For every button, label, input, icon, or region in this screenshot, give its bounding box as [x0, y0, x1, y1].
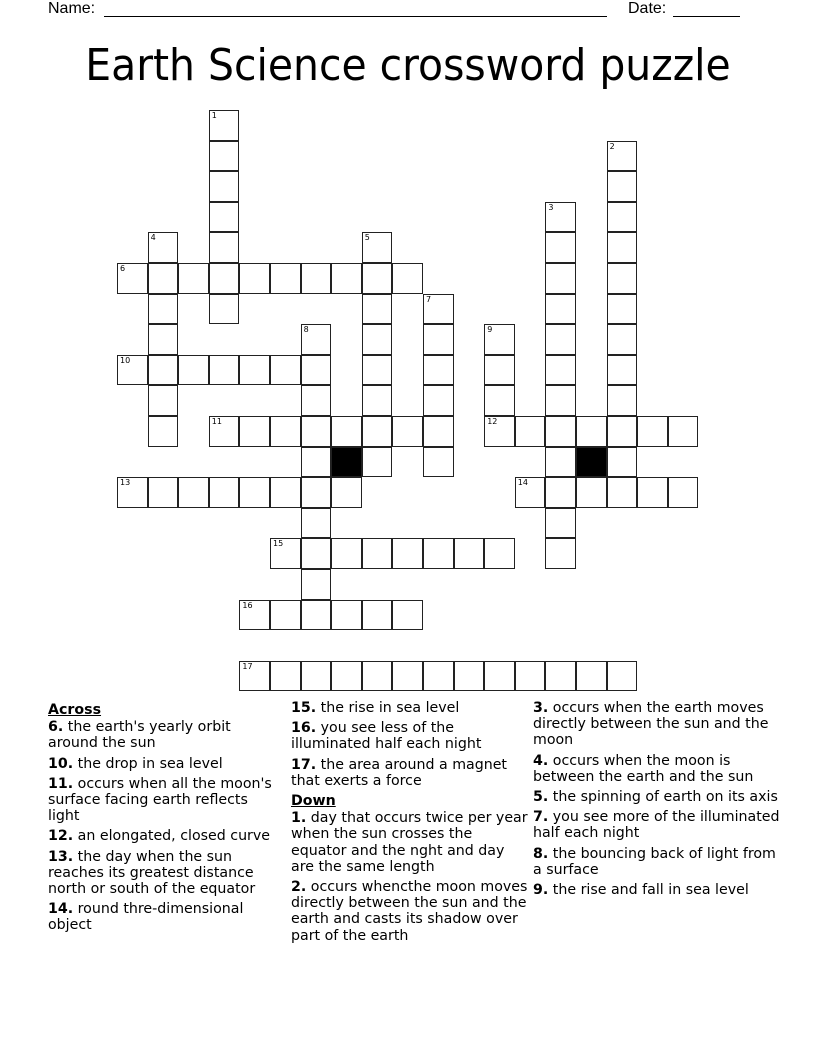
clue-across-17	[291, 757, 531, 789]
grid-cell[interactable]	[545, 661, 576, 692]
grid-cell[interactable]	[331, 661, 362, 692]
cell-number: 11	[211, 417, 222, 426]
grid-cell[interactable]	[239, 263, 270, 294]
grid-cell[interactable]	[607, 141, 638, 172]
grid-cell[interactable]	[545, 232, 576, 263]
clue-number: 2.	[291, 879, 307, 896]
grid-cell[interactable]	[148, 355, 179, 386]
clue-text: occurs whencthe moon moves directly between the sun and the earth and casts its shadow over part of the earth	[291, 879, 528, 944]
clue-down-2	[291, 879, 531, 944]
grid-cell[interactable]	[301, 661, 332, 692]
clue-across-6	[48, 719, 283, 751]
grid-cell[interactable]	[270, 661, 301, 692]
grid-cell[interactable]	[484, 355, 515, 386]
cell-number: 6	[120, 264, 126, 273]
grid-cell[interactable]	[607, 324, 638, 355]
grid-cell[interactable]	[209, 416, 240, 447]
cell-number: 8	[303, 325, 309, 335]
clue-down-8	[533, 846, 783, 878]
grid-cell[interactable]	[423, 416, 454, 447]
grid-cell[interactable]	[668, 477, 699, 508]
grid-cell[interactable]	[331, 477, 362, 508]
clue-text: day that occurs twice per year when the sun crosses the equator and the nght and day are the same length	[291, 810, 528, 875]
grid-cell[interactable]	[178, 477, 209, 508]
clues-column-2	[291, 700, 531, 948]
grid-cell[interactable]	[209, 110, 240, 141]
clue-number: 13.	[48, 848, 74, 865]
grid-cell[interactable]	[209, 355, 240, 386]
grid-cell[interactable]	[301, 600, 332, 631]
crossword-grid	[117, 110, 699, 692]
grid-cell[interactable]	[178, 355, 209, 386]
cell-number: 12	[487, 417, 498, 426]
grid-cell[interactable]	[148, 263, 179, 294]
grid-cell[interactable]	[362, 447, 393, 478]
grid-cell[interactable]	[607, 355, 638, 386]
grid-cell[interactable]	[484, 416, 515, 447]
grid-cell[interactable]	[301, 477, 332, 508]
clue-number: 1.	[291, 810, 307, 827]
grid-cell[interactable]	[270, 355, 301, 386]
grid-cell[interactable]	[576, 661, 607, 692]
grid-cell[interactable]	[423, 355, 454, 386]
grid-cell[interactable]	[209, 263, 240, 294]
grid-cell[interactable]	[362, 385, 393, 416]
clue-number: 14.	[48, 901, 74, 918]
clue-number: 6.	[48, 719, 64, 736]
clue-text: the bouncing back of light from a surface	[533, 845, 776, 878]
black-cell	[331, 447, 362, 478]
grid-cell[interactable]	[148, 324, 179, 355]
clue-number: 11.	[48, 775, 74, 792]
cell-number: 15	[273, 539, 284, 549]
grid-cell[interactable]	[148, 385, 179, 416]
clue-number: 4.	[533, 752, 549, 769]
clue-text: the earth's yearly orbit around the sun	[48, 719, 231, 752]
clue-number: 15.	[291, 700, 317, 716]
grid-cell[interactable]	[209, 202, 240, 233]
clue-text: occurs when the moon is between the earth and the sun	[533, 752, 754, 785]
grid-cell[interactable]	[239, 600, 270, 631]
clue-across-15	[291, 700, 531, 716]
grid-cell[interactable]	[362, 600, 393, 631]
clue-number: 3.	[533, 700, 549, 716]
down-heading: Down	[291, 793, 336, 810]
cell-number: 4	[150, 233, 156, 243]
grid-cell[interactable]	[607, 294, 638, 325]
grid-cell[interactable]	[668, 416, 699, 447]
grid-cell[interactable]	[362, 355, 393, 386]
grid-cell[interactable]	[331, 416, 362, 447]
clue-text: occurs when all the moon's surface facing earth reflects light	[48, 775, 272, 825]
grid-cell[interactable]	[362, 324, 393, 355]
clue-text: the area around a magnet that exerts a force	[291, 756, 507, 789]
clue-down-7	[533, 809, 783, 841]
cell-number: 17	[242, 661, 253, 671]
grid-cell[interactable]	[607, 171, 638, 202]
grid-cell[interactable]	[423, 294, 454, 325]
grid-cell[interactable]	[545, 447, 576, 478]
grid-cell[interactable]	[239, 355, 270, 386]
grid-cell[interactable]	[545, 385, 576, 416]
grid-cell[interactable]	[454, 538, 485, 569]
grid-cell[interactable]	[484, 661, 515, 692]
page-title: Earth Science crossword puzzle	[85, 40, 731, 91]
grid-cell[interactable]	[301, 416, 332, 447]
grid-cell[interactable]	[331, 600, 362, 631]
header	[48, 0, 748, 20]
clue-across-11	[48, 776, 283, 825]
clue-number: 17.	[291, 756, 317, 773]
grid-cell[interactable]	[454, 661, 485, 692]
grid-cell[interactable]	[607, 263, 638, 294]
cell-number: 16	[242, 600, 253, 610]
grid-cell[interactable]	[209, 294, 240, 325]
clue-text: an elongated, closed curve	[73, 828, 271, 845]
cell-number: 10	[120, 355, 131, 365]
cell-number: 13	[120, 478, 131, 488]
across-heading: Across	[48, 702, 102, 718]
grid-cell[interactable]	[239, 416, 270, 447]
clue-number: 9.	[533, 882, 549, 899]
cell-number: 9	[487, 325, 493, 335]
grid-cell[interactable]	[178, 263, 209, 294]
cell-number: 1	[211, 111, 217, 120]
date-label: Date:	[628, 0, 667, 17]
name-field-line[interactable]	[104, 16, 607, 17]
grid-cell[interactable]	[209, 141, 240, 172]
grid-cell[interactable]	[239, 477, 270, 508]
clue-text: the spinning of earth on its axis	[548, 789, 778, 806]
grid-cell[interactable]	[148, 477, 179, 508]
grid-cell[interactable]	[545, 355, 576, 386]
grid-cell[interactable]	[576, 416, 607, 447]
clue-number: 5.	[533, 789, 549, 806]
grid-cell[interactable]	[362, 538, 393, 569]
grid-cell[interactable]	[209, 232, 240, 263]
grid-cell[interactable]	[484, 385, 515, 416]
clue-down-5	[533, 789, 783, 805]
grid-cell[interactable]	[423, 324, 454, 355]
grid-cell[interactable]	[423, 661, 454, 692]
cell-number: 2	[609, 141, 615, 151]
clue-text: the rise in sea level	[316, 700, 460, 716]
grid-cell[interactable]	[607, 477, 638, 508]
grid-cell[interactable]	[545, 508, 576, 539]
grid-cell[interactable]	[484, 538, 515, 569]
grid-cell[interactable]	[607, 416, 638, 447]
grid-cell[interactable]	[607, 661, 638, 692]
clue-text: the day when the sun reaches its greatest distance north or south of the equator	[48, 848, 256, 898]
clue-number: 7.	[533, 809, 549, 826]
grid-cell[interactable]	[607, 202, 638, 233]
grid-cell[interactable]	[117, 477, 148, 508]
grid-cell[interactable]	[515, 416, 546, 447]
grid-cell[interactable]	[362, 263, 393, 294]
grid-cell[interactable]	[392, 263, 423, 294]
grid-cell[interactable]	[545, 477, 576, 508]
grid-cell[interactable]	[362, 661, 393, 692]
clue-down-1	[291, 810, 531, 875]
grid-cell[interactable]	[331, 538, 362, 569]
grid-cell[interactable]	[362, 294, 393, 325]
grid-cell[interactable]	[545, 416, 576, 447]
grid-cell[interactable]	[209, 171, 240, 202]
grid-cell[interactable]	[148, 232, 179, 263]
grid-cell[interactable]	[545, 538, 576, 569]
grid-cell[interactable]	[270, 263, 301, 294]
grid-cell[interactable]	[148, 416, 179, 447]
grid-cell[interactable]	[362, 416, 393, 447]
grid-cell[interactable]	[392, 600, 423, 631]
clue-across-13	[48, 849, 283, 898]
grid-cell[interactable]	[301, 324, 332, 355]
cell-number: 14	[517, 478, 528, 488]
grid-cell[interactable]	[576, 477, 607, 508]
grid-cell[interactable]	[301, 538, 332, 569]
clue-text: you see more of the illuminated half each night	[533, 809, 780, 842]
grid-cell[interactable]	[301, 385, 332, 416]
grid-cell[interactable]	[392, 538, 423, 569]
grid-cell[interactable]	[117, 355, 148, 386]
grid-cell[interactable]	[423, 447, 454, 478]
grid-cell[interactable]	[270, 416, 301, 447]
clue-number: 16.	[291, 720, 317, 737]
date-field-line[interactable]	[673, 16, 740, 17]
name-label: Name:	[48, 0, 96, 17]
clue-number: 8.	[533, 845, 549, 862]
grid-cell[interactable]	[270, 538, 301, 569]
grid-cell[interactable]	[545, 202, 576, 233]
grid-cell[interactable]	[545, 324, 576, 355]
clue-text: you see less of the illuminated half each night	[291, 720, 482, 753]
clue-number: 10.	[48, 755, 74, 772]
grid-cell[interactable]	[545, 294, 576, 325]
grid-cell[interactable]	[362, 232, 393, 263]
grid-cell[interactable]	[392, 661, 423, 692]
grid-cell[interactable]	[301, 508, 332, 539]
black-cell	[576, 447, 607, 478]
grid-cell[interactable]	[515, 661, 546, 692]
clue-across-10	[48, 756, 283, 772]
grid-cell[interactable]	[607, 385, 638, 416]
clue-text: occurs when the earth moves directly between the sun and the moon	[533, 700, 769, 749]
grid-cell[interactable]	[239, 661, 270, 692]
grid-cell[interactable]	[607, 447, 638, 478]
grid-cell[interactable]	[301, 263, 332, 294]
clue-across-12	[48, 828, 283, 844]
grid-cell[interactable]	[423, 385, 454, 416]
clue-text: the rise and fall in sea level	[548, 882, 749, 899]
cell-number: 7	[426, 294, 432, 304]
clue-down-3	[533, 700, 783, 749]
grid-cell[interactable]	[637, 477, 668, 508]
grid-cell[interactable]	[637, 416, 668, 447]
grid-cell[interactable]	[301, 569, 332, 600]
clues-column-3	[533, 700, 783, 902]
grid-cell[interactable]	[484, 324, 515, 355]
grid-cell[interactable]	[301, 447, 332, 478]
cell-number: 5	[364, 233, 370, 243]
grid-cell[interactable]	[392, 416, 423, 447]
clue-across-16	[291, 720, 531, 752]
grid-cell[interactable]	[270, 477, 301, 508]
grid-cell[interactable]	[117, 263, 148, 294]
grid-cell[interactable]	[270, 600, 301, 631]
grid-cell[interactable]	[301, 355, 332, 386]
grid-cell[interactable]	[209, 477, 240, 508]
clue-number: 12.	[48, 828, 74, 845]
clue-text: the drop in sea level	[73, 755, 223, 772]
grid-cell[interactable]	[331, 263, 362, 294]
grid-cell[interactable]	[607, 232, 638, 263]
clues-column-1	[48, 700, 283, 938]
clue-text: round thre-dimensional object	[48, 901, 244, 934]
grid-cell[interactable]	[148, 294, 179, 325]
grid-cell[interactable]	[423, 538, 454, 569]
clue-down-9	[533, 882, 783, 898]
clue-across-14	[48, 901, 283, 933]
grid-cell[interactable]	[545, 263, 576, 294]
grid-cell[interactable]	[515, 477, 546, 508]
cell-number: 3	[548, 202, 554, 212]
clue-down-4	[533, 753, 783, 785]
